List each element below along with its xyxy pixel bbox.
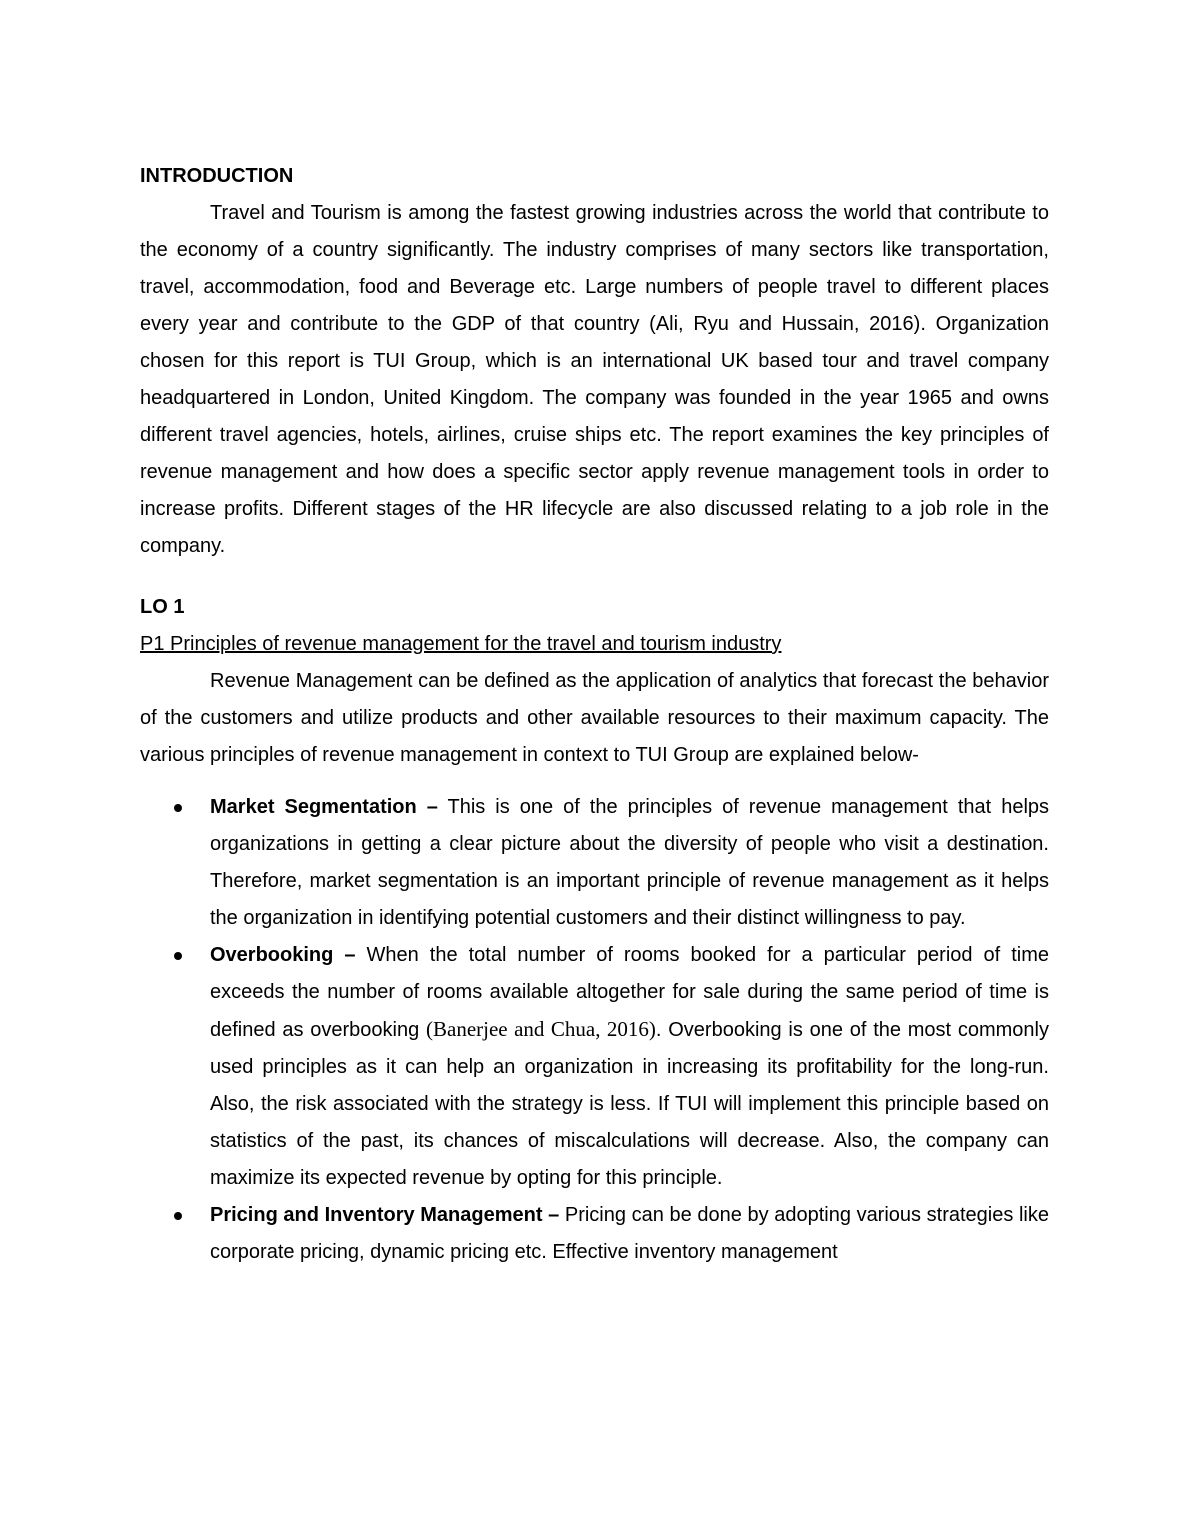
revenue-management-paragraph: Revenue Management can be defined as the application of analytics that forecast the behavior of the customers and utilize products and other available resources to their maximum capacity. The various principles of revenue management in context to TUI Group are explained below- [140,670,1049,766]
bullet-icon [174,804,182,812]
list-spacer [140,774,1049,789]
document-page [140,158,1049,1271]
bullet-text: This is one of the principles of revenue management that helps organizations in getting a clear picture about the diversity of people who visit a destination. Therefore, market segmentation is an important principle of revenue management as it helps the organization in identifying potential customers and their distinct willingness to pay. [210,796,1050,929]
citation: (Banerjee and Chua, 2016) [426,1017,656,1041]
bullet-text: When the total number of rooms booked for a particular period of time exceeds the number of rooms available altogether for sale during the same period of time is defined as overbooking [210,944,1050,1041]
p1-subheading: P1 Principles of revenue management for the travel and tourism industry [140,633,782,655]
bullet-text-continued: . Overbooking is one of the most commonly used principles as it can help an organization in increasing its profitability for the long-run. Also, the risk associated with the strategy is less. If TUI will implement this principle based on statistics of the past, its chances of miscalculations will decrease. Also, the company can maximize its expected revenue by opting for this principle. [210,1019,1049,1189]
list-item-market-segmentation [140,789,1049,937]
principles-list [140,789,1049,1271]
list-item-overbooking [140,937,1049,1197]
bullet-term: Pricing and Inventory Management – [210,1204,560,1226]
bullet-term: Market Segmentation – [210,796,438,818]
bullet-term: Overbooking – [210,944,356,966]
introduction-heading: INTRODUCTION [140,165,294,187]
list-item-pricing-inventory [140,1197,1049,1271]
section-spacer [140,565,1049,589]
lo1-heading: LO 1 [140,596,185,618]
bullet-icon [174,1212,182,1220]
introduction-paragraph: Travel and Tourism is among the fastest growing industries across the world that contribute to the economy of a country significantly. The industry comprises of many sectors like transportation, travel, accommodation, food and Beverage etc. Large numbers of people travel to different places every year and contribute to the GDP of that country (Ali, Ryu and Hussain, 2016). Organization chosen for this report is TUI Group, which is an international UK based tour and travel company headquartered in London, United Kingdom. The company was founded in the year 1965 and owns different travel agencies, hotels, airlines, cruise ships etc. The report examines the key principles of revenue management and how does a specific sector apply revenue management tools in order to increase profits. Different stages of the HR lifecycle are also discussed relating to a job role in the company. [140,202,1049,557]
bullet-icon [174,952,182,960]
bullet-text: Pricing can be done by adopting various strategies like corporate pricing, dynamic pricing etc. Effective inventory management [210,1204,1049,1263]
